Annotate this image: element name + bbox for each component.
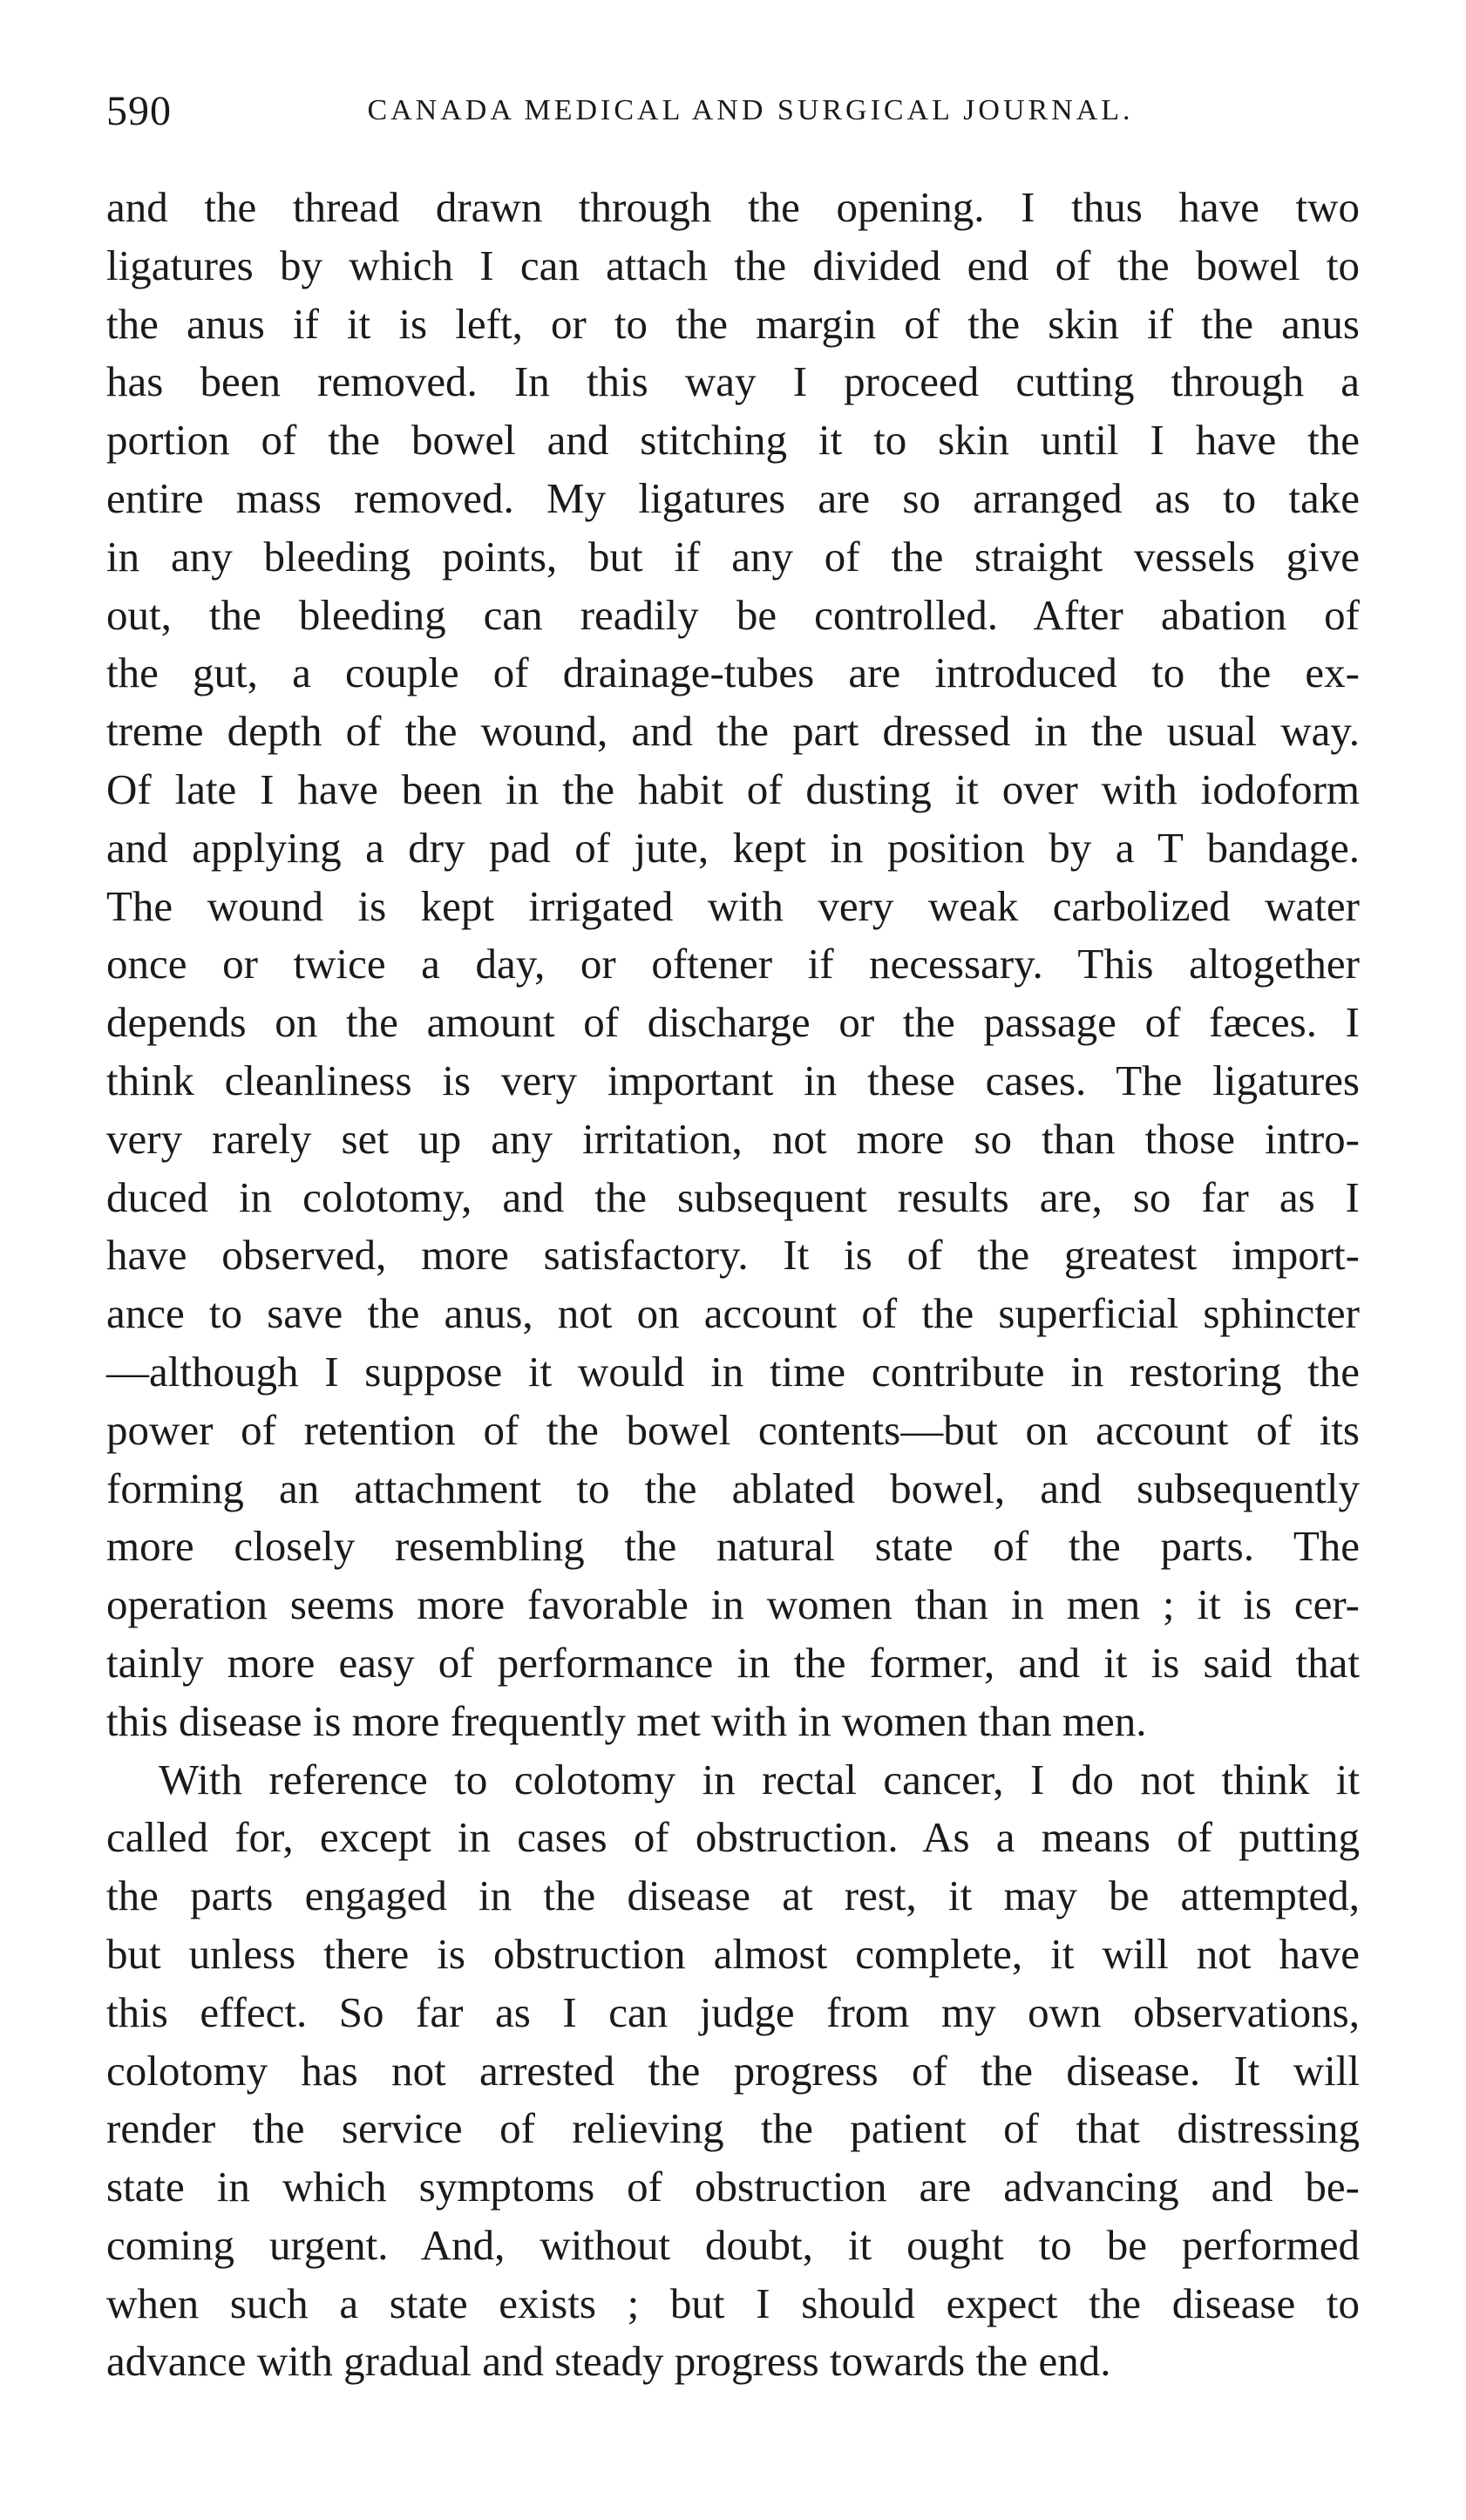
paragraph-1: [106, 179, 1360, 1751]
text-line: state in which symptoms of obstruction are advancing and be-: [106, 2163, 1360, 2211]
text-line: power of retention of the bowel contents—but on account of its: [106, 1405, 1360, 1454]
text-line: operation seems more favorable in women than in men ; it is cer-: [106, 1580, 1360, 1629]
text-line: and the thread drawn through the opening. I thus have two: [106, 183, 1360, 231]
text-line: Of late I have been in the habit of dusting it over with iodoform: [106, 764, 1360, 813]
text-line: the anus if it is left, or to the margin of the skin if the anus: [106, 299, 1360, 348]
text-line: depends on the amount of discharge or the passage of fæces. I: [106, 998, 1360, 1047]
text-line: entire mass removed. My ligatures are so arranged as to take: [106, 473, 1360, 522]
text-line: advance with gradual and steady progress towards the end.: [106, 2337, 1111, 2386]
journal-title: CANADA MEDICAL AND SURGICAL JOURNAL.: [367, 94, 1134, 126]
text-line: in any bleeding points, but if any of the straight vessels give: [106, 532, 1360, 581]
text-line: render the service of relieving the patient of that distressing: [106, 2104, 1360, 2153]
text-line: tainly more easy of performance in the former, and it is said that: [106, 1638, 1360, 1687]
text-line: this disease is more frequently met with in women than men.: [106, 1696, 1147, 1745]
running-head: [106, 87, 1360, 139]
body-text: [106, 179, 1360, 2391]
text-line: but unless there is obstruction almost complete, it will not have: [106, 1929, 1360, 1978]
text-line: With reference to colotomy in rectal cancer, I do not think it: [159, 1755, 1360, 1803]
text-line: this effect. So far as I can judge from my own observations,: [106, 1987, 1360, 2036]
text-line: —although I suppose it would in time contribute in restoring the: [106, 1347, 1360, 1396]
text-line: more closely resembling the natural state of the parts. The: [106, 1522, 1360, 1571]
text-line: and applying a dry pad of jute, kept in position by a T bandage.: [106, 823, 1360, 872]
text-line: ance to save the anus, not on account of the superficial sphincter: [106, 1289, 1360, 1338]
text-line: duced in colotomy, and the subsequent results are, so far as I: [106, 1172, 1360, 1221]
text-line: out, the bleeding can readily be controlled. After abation of: [106, 590, 1360, 639]
text-line: has been removed. In this way I proceed cutting through a: [106, 357, 1360, 406]
text-line: treme depth of the wound, and the part dressed in the usual way.: [106, 707, 1360, 756]
text-line: have observed, more satisfactory. It is of the greatest import-: [106, 1231, 1360, 1280]
text-line: colotomy has not arrested the progress of the disease. It will: [106, 2046, 1360, 2095]
text-line: The wound is kept irrigated with very weak carbolized water: [106, 881, 1360, 930]
page-number: 590: [106, 88, 172, 134]
text-line: ligatures by which I can attach the divided end of the bowel to: [106, 241, 1360, 289]
text-line: the parts engaged in the disease at rest, it may be attempted,: [106, 1871, 1360, 1920]
text-line: forming an attachment to the ablated bowel, and subsequently: [106, 1464, 1360, 1512]
text-line: coming urgent. And, without doubt, it ought to be performed: [106, 2220, 1360, 2269]
text-line: think cleanliness is very important in these cases. The ligatures: [106, 1056, 1360, 1104]
paragraph-2: [106, 1751, 1360, 2392]
text-line: when such a state exists ; but I should expect the disease to: [106, 2279, 1360, 2327]
text-line: once or twice a day, or oftener if necessary. This altogether: [106, 940, 1360, 988]
text-line: very rarely set up any irritation, not more so than those intro-: [106, 1114, 1360, 1163]
text-line: portion of the bowel and stitching it to skin until I have the: [106, 416, 1360, 465]
text-line: called for, except in cases of obstruction. As a means of putting: [106, 1813, 1360, 1862]
text-line: the gut, a couple of drainage-tubes are introduced to the ex-: [106, 649, 1360, 697]
